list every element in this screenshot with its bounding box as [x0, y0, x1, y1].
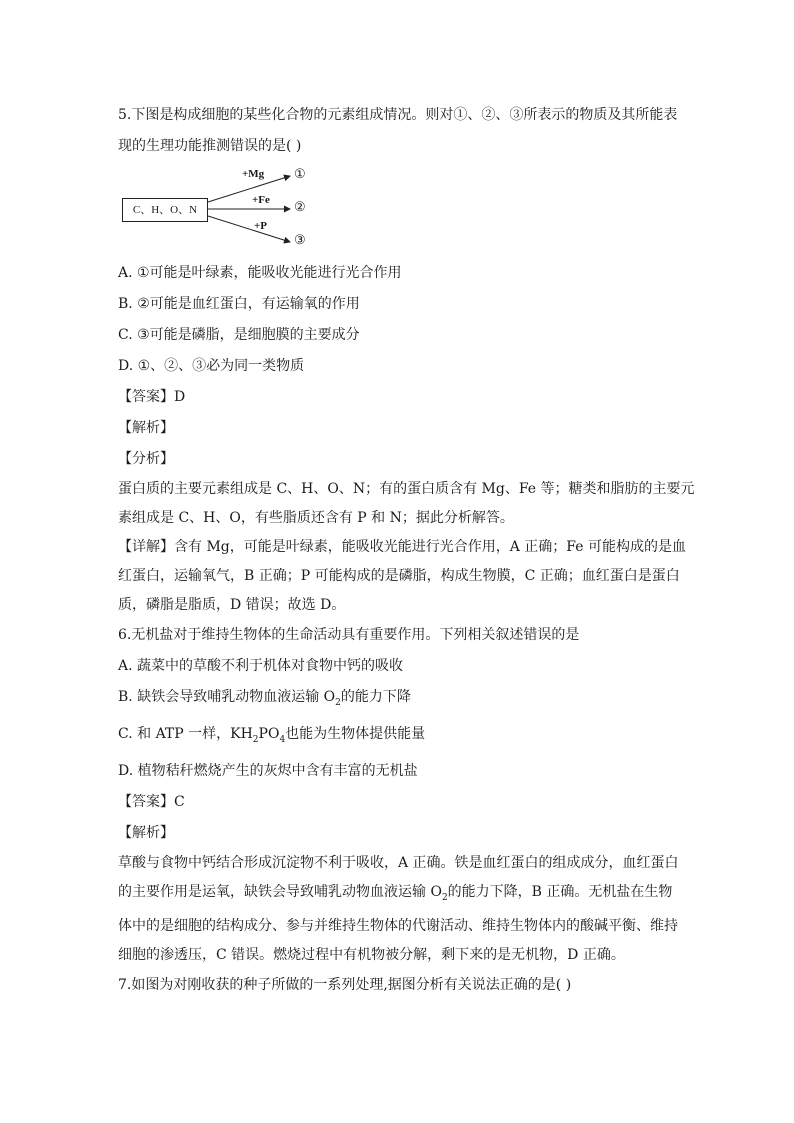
q6-option-d: D. 植物秸秆燃烧产生的灰烬中含有丰富的无机盐 [118, 762, 418, 779]
q5-stem-line2: 现的生理功能推测错误的是( ) [118, 138, 302, 154]
q5-option-c: C. ③可能是磷脂，是细胞膜的主要成分 [118, 327, 360, 343]
element-diagram [122, 166, 342, 252]
label-p: +P [254, 220, 267, 232]
target-2: ② [294, 200, 306, 215]
q5-fenxi-line2: 素组成是 C、H、O，有些脂质还含有 P 和 N；据此分析解答。 [118, 510, 514, 526]
q6-explain-line4: 细胞的渗透压，C 错误。燃烧过程中有机物被分解，剩下来的是无机物，D 正确。 [118, 947, 625, 964]
q6-option-b: B. 缺铁会导致哺乳动物血液运输 $O_2$的能力下降 [118, 689, 411, 708]
q5-detail-line3: 质，磷脂是脂质，D 错误；故选 D。 [118, 597, 346, 613]
q6-stem: 6.无机盐对于维持生物体的生命活动具有重要作用。下列相关叙述错误的是 [118, 627, 580, 643]
q6-answer: 【答案】C [118, 793, 185, 810]
label-fe: +Fe [252, 194, 270, 206]
q5-option-a: A. ①可能是叶绿素，能吸收光能进行光合作用 [118, 265, 402, 281]
q5-option-b: B. ②可能是血红蛋白，有运输氧的作用 [118, 296, 360, 312]
q6-jiexi-heading: 【解析】 [118, 824, 174, 841]
q6-option-c: C. 和 ATP 一样，$KH_2PO_4$也能为生物体提供能量 [118, 725, 426, 745]
q5-fenxi-heading: 【分析】 [118, 451, 174, 467]
target-3: ③ [294, 233, 306, 248]
arrow-p [208, 216, 290, 242]
q5-jiexi-heading: 【解析】 [118, 420, 174, 436]
q5-detail-line1: 【详解】含有 Mg，可能是叶绿素，能吸收光能进行光合作用，A 正确；Fe 可能构成的是血 [118, 539, 686, 555]
q5-detail-line2: 红蛋白，运输氧气，B 正确；P 可能构成的是磷脂，构成生物膜，C 正确；血红蛋白是蛋白 [118, 568, 680, 584]
q5-fenxi-line1: 蛋白质的主要元素组成是 C、H、O、N；有的蛋白质含有 Mg、Fe 等；糖类和脂肪的主要元 [118, 481, 695, 497]
label-mg: +Mg [242, 168, 265, 180]
element-box: C、H、O、N [122, 198, 208, 222]
q6-explain-line3: 体中的是细胞的结构成分、参与并维持生物体的代谢活动、维持生物体内的酸碱平衡、维持 [118, 918, 678, 935]
q6-explain-line1: 草酸与食物中钙结合形成沉淀物不利于吸收，A 正确。铁是血红蛋白的组成成分，血红蛋白 [118, 854, 679, 871]
target-1: ① [294, 167, 306, 182]
q7-stem: 7.如图为对刚收获的种子所做的一系列处理,据图分析有关说法正确的是( ) [118, 977, 572, 994]
q5-stem-line1: 5.下图是构成细胞的某些化合物的元素组成情况。则对①、②、③所表示的物质及其所能表 [118, 107, 678, 123]
q6-explain-line2: 的主要作用是运氧，缺铁会导致哺乳动物血液运输 $O_2$的能力下降，B 正确。无机盐在生物 [118, 883, 673, 903]
q5-option-d: D. ①、②、③必为同一类物质 [118, 358, 305, 374]
content-area [118, 100, 698, 1001]
q5-answer: 【答案】D [118, 389, 186, 405]
q6-option-a: A. 蔬菜中的草酸不利于机体对食物中钙的吸收 [118, 658, 404, 674]
